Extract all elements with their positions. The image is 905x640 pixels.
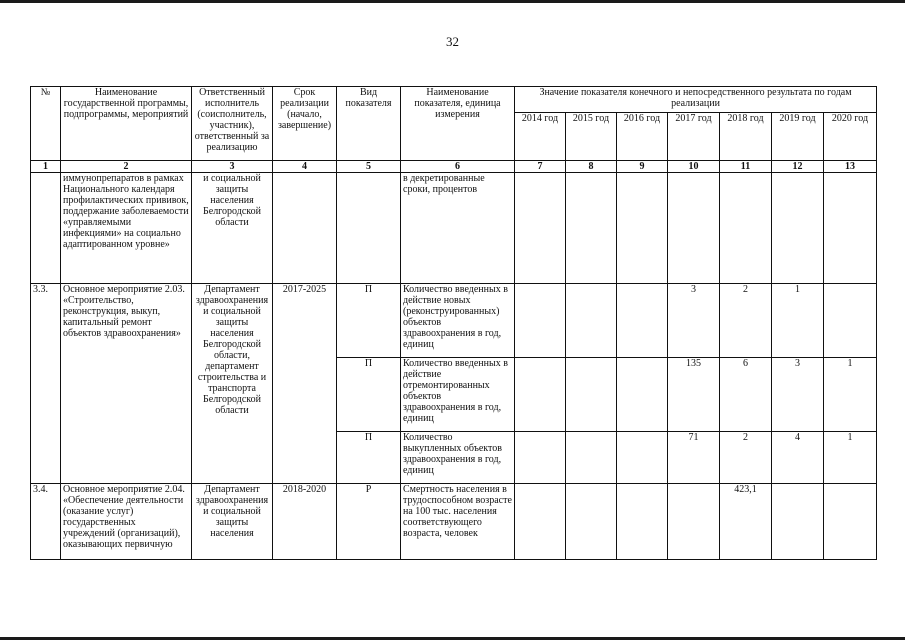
- value-2020: 1: [824, 358, 877, 432]
- measure-name-cell: Основное мероприятие 2.03. «Строительство, реконструкция, выкуп, капитальный ремонт объектов здравоохранения»: [61, 284, 192, 484]
- header-year-2016: 2016 год: [617, 113, 668, 161]
- indicator-cell: в декретированные сроки, процентов: [401, 173, 515, 284]
- colnum-9: 9: [617, 161, 668, 173]
- colnum-1: 1: [31, 161, 61, 173]
- program-table: [30, 86, 877, 560]
- measure-name-cell: Основное мероприятие 2.04. «Обеспечение деятельности (оказание услуг) государственных учреждений (организаций), оказывающих первичную: [61, 484, 192, 560]
- value-2019: 1: [772, 284, 824, 358]
- value-2017: 71: [668, 432, 720, 484]
- page-number: 32: [446, 34, 459, 49]
- type-cell: П: [337, 432, 401, 484]
- value-2020: [824, 284, 877, 358]
- value-2019: 3: [772, 358, 824, 432]
- type-cell: П: [337, 358, 401, 432]
- header-executor: Ответственный исполнитель (соисполнитель, участник), ответственный за реализацию: [192, 87, 273, 161]
- value-2017: 3: [668, 284, 720, 358]
- header-term: Срок реализации (начало, завершение): [273, 87, 337, 161]
- column-numbers-row: [31, 161, 877, 173]
- colnum-7: 7: [515, 161, 566, 173]
- term-cell: 2017-2025: [273, 284, 337, 484]
- executor-cell: Департамент здравоохранения и социальной защиты населения Белгородской области, департамент строительства и транспорта Белгородской области: [192, 284, 273, 484]
- header-year-2020: 2020 год: [824, 113, 877, 161]
- colnum-12: 12: [772, 161, 824, 173]
- colnum-8: 8: [566, 161, 617, 173]
- header-num: №: [31, 87, 61, 161]
- value-2019: 4: [772, 432, 824, 484]
- colnum-4: 4: [273, 161, 337, 173]
- value-2018: 423,1: [720, 484, 772, 560]
- colnum-10: 10: [668, 161, 720, 173]
- header-values-group: Значение показателя конечного и непосредственного результата по годам реализации: [515, 87, 877, 113]
- header-year-2017: 2017 год: [668, 113, 720, 161]
- term-cell: 2018-2020: [273, 484, 337, 560]
- indicator-cell: Смертность населения в трудоспособном возрасте на 100 тыс. населения соответствующего возраста, человек: [401, 484, 515, 560]
- header-year-2018: 2018 год: [720, 113, 772, 161]
- term-cell: [273, 173, 337, 284]
- header-name: Наименование государственной программы, подпрограммы, мероприятий: [61, 87, 192, 161]
- value-2017: 135: [668, 358, 720, 432]
- value-2018: 2: [720, 432, 772, 484]
- header-year-2015: 2015 год: [566, 113, 617, 161]
- colnum-5: 5: [337, 161, 401, 173]
- indicator-cell: Количество выкупленных объектов здравоохранения в год, единиц: [401, 432, 515, 484]
- table-row: [31, 484, 877, 560]
- table-row: [31, 173, 877, 284]
- table-row: [31, 284, 877, 358]
- scan-edge-top: [0, 0, 905, 3]
- value-2020: 1: [824, 432, 877, 484]
- measure-name-cell: иммунопрепаратов в рамках Национального календаря профилактических прививок, поддержание заболеваемости «управляемыми инфекциями» на социально адаптированном уровне»: [61, 173, 192, 284]
- colnum-13: 13: [824, 161, 877, 173]
- type-cell: П: [337, 284, 401, 358]
- value-2018: 6: [720, 358, 772, 432]
- row-num-cell: [31, 173, 61, 284]
- indicator-cell: Количество введенных в действие новых (реконструированных) объектов здравоохранения в год, единиц: [401, 284, 515, 358]
- value-2018: 2: [720, 284, 772, 358]
- header-type: Вид показателя: [337, 87, 401, 161]
- type-cell: [337, 173, 401, 284]
- executor-cell: и социальной защиты населения Белгородской области: [192, 173, 273, 284]
- colnum-2: 2: [61, 161, 192, 173]
- row-num-cell: 3.3.: [31, 284, 61, 484]
- header-year-2014: 2014 год: [515, 113, 566, 161]
- indicator-cell: Количество введенных в действие отремонтированных объектов здравоохранения в год, единиц: [401, 358, 515, 432]
- executor-cell: Департамент здравоохранения и социальной защиты населения: [192, 484, 273, 560]
- colnum-3: 3: [192, 161, 273, 173]
- type-cell: Р: [337, 484, 401, 560]
- header-year-2019: 2019 год: [772, 113, 824, 161]
- colnum-11: 11: [720, 161, 772, 173]
- header-indicator: Наименование показателя, единица измерения: [401, 87, 515, 161]
- colnum-6: 6: [401, 161, 515, 173]
- row-num-cell: 3.4.: [31, 484, 61, 560]
